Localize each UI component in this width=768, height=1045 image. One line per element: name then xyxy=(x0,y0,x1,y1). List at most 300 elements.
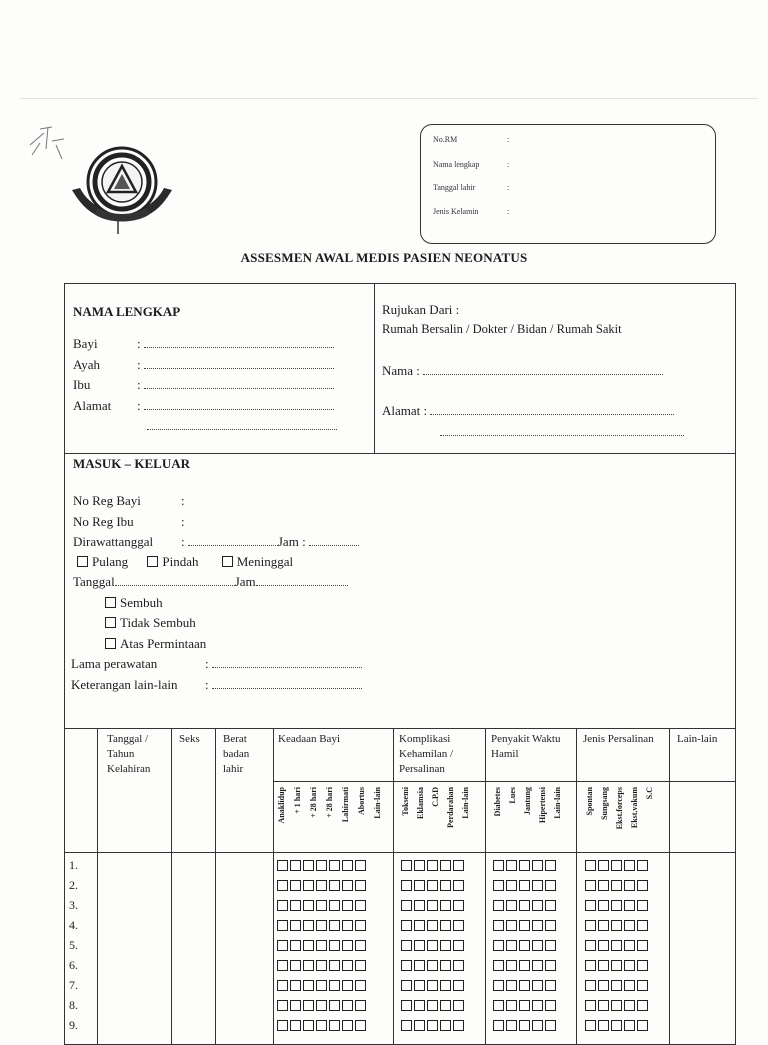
table-checkbox[interactable] xyxy=(329,880,340,891)
table-checkbox[interactable] xyxy=(342,880,353,891)
checkbox-group-penyakit xyxy=(493,860,556,871)
subheader-komplikasi-1: Eklamsia xyxy=(416,787,425,820)
table-checkbox[interactable] xyxy=(624,960,635,971)
table-checkbox[interactable] xyxy=(493,880,504,891)
table-checkbox[interactable] xyxy=(453,1000,464,1011)
table-checkbox[interactable] xyxy=(414,940,425,951)
id-field-tanggal-lahir: Tanggal lahir : xyxy=(433,183,510,192)
checkbox-group-penyakit xyxy=(493,920,556,931)
pulang-checkbox[interactable] xyxy=(77,556,88,567)
table-checkbox[interactable] xyxy=(427,900,438,911)
table-checkbox[interactable] xyxy=(427,1020,438,1031)
table-checkbox[interactable] xyxy=(342,900,353,911)
table-checkbox[interactable] xyxy=(545,1000,556,1011)
hospital-logo xyxy=(68,138,176,236)
table-checkbox[interactable] xyxy=(585,920,596,931)
table-checkbox[interactable] xyxy=(440,1020,451,1031)
table-checkbox[interactable] xyxy=(277,880,288,891)
table-checkbox[interactable] xyxy=(506,980,517,991)
table-checkbox[interactable] xyxy=(277,900,288,911)
table-checkbox[interactable] xyxy=(545,920,556,931)
table-checkbox[interactable] xyxy=(611,880,622,891)
subheader-komplikasi-0: Toksemi xyxy=(401,787,410,816)
table-checkbox[interactable] xyxy=(290,1020,301,1031)
table-checkbox[interactable] xyxy=(401,1020,412,1031)
rujukan-nama: Nama : xyxy=(382,363,663,379)
table-checkbox[interactable] xyxy=(342,980,353,991)
table-checkbox[interactable] xyxy=(440,1000,451,1011)
patient-id-box xyxy=(420,124,716,244)
table-checkbox[interactable] xyxy=(598,1020,609,1031)
table-checkbox[interactable] xyxy=(453,860,464,871)
table-checkbox[interactable] xyxy=(277,940,288,951)
table-checkbox[interactable] xyxy=(316,900,327,911)
table-checkbox[interactable] xyxy=(532,940,543,951)
checkbox-group-penyakit xyxy=(493,900,556,911)
table-checkbox[interactable] xyxy=(414,920,425,931)
col-divider xyxy=(215,728,216,1044)
table-checkbox[interactable] xyxy=(329,860,340,871)
row-number: 1. xyxy=(69,858,78,872)
checkbox-group-keadaan xyxy=(277,980,366,991)
header-penyakit: Penyakit Waktu Hamil xyxy=(491,733,561,760)
table-checkbox[interactable] xyxy=(506,960,517,971)
table-checkbox[interactable] xyxy=(401,940,412,951)
table-checkbox[interactable] xyxy=(519,960,530,971)
table-checkbox[interactable] xyxy=(316,1020,327,1031)
table-checkbox[interactable] xyxy=(290,960,301,971)
table-checkbox[interactable] xyxy=(355,900,366,911)
table-checkbox[interactable] xyxy=(355,860,366,871)
table-checkbox[interactable] xyxy=(532,900,543,911)
checkbox-group-jenis xyxy=(585,960,648,971)
subheader-komplikasi-4: Lain-lain xyxy=(461,787,470,819)
table-checkbox[interactable] xyxy=(355,1020,366,1031)
table-checkbox[interactable] xyxy=(316,960,327,971)
subheader-penyakit-3: Hipertensi xyxy=(538,787,547,823)
table-checkbox[interactable] xyxy=(493,1000,504,1011)
table-checkbox[interactable] xyxy=(303,960,314,971)
row-number: 3. xyxy=(69,898,78,912)
table-checkbox[interactable] xyxy=(598,880,609,891)
subheader-komplikasi-2: C.P.D xyxy=(431,787,440,807)
table-checkbox[interactable] xyxy=(611,1000,622,1011)
table-checkbox[interactable] xyxy=(355,920,366,931)
table-checkbox[interactable] xyxy=(453,980,464,991)
subheader-penyakit-0: Diabetes xyxy=(493,787,502,817)
table-checkbox[interactable] xyxy=(519,980,530,991)
table-checkbox[interactable] xyxy=(401,960,412,971)
checkbox-group-jenis xyxy=(585,940,648,951)
table-checkbox[interactable] xyxy=(624,940,635,951)
table-checkbox[interactable] xyxy=(532,880,543,891)
table-checkbox[interactable] xyxy=(493,920,504,931)
table-checkbox[interactable] xyxy=(290,860,301,871)
table-checkbox[interactable] xyxy=(624,860,635,871)
checkbox-group-komplikasi xyxy=(401,980,464,991)
table-checkbox[interactable] xyxy=(316,880,327,891)
subheader-keadaan-6: Lain-lain xyxy=(373,787,382,819)
table-checkbox[interactable] xyxy=(277,1000,288,1011)
table-checkbox[interactable] xyxy=(277,920,288,931)
table-checkbox[interactable] xyxy=(290,1000,301,1011)
table-checkbox[interactable] xyxy=(545,860,556,871)
table-checkbox[interactable] xyxy=(637,920,648,931)
checkbox-group-komplikasi xyxy=(401,960,464,971)
table-checkbox[interactable] xyxy=(342,860,353,871)
rujukan-alamat: Alamat : xyxy=(382,403,674,419)
table-checkbox[interactable] xyxy=(277,960,288,971)
subheader-keadaan-5: Abortus xyxy=(357,787,366,816)
table-subheader-rule xyxy=(273,781,735,782)
status-options: Pulang Pindah Meninggal xyxy=(77,554,293,570)
checkbox-group-komplikasi xyxy=(401,940,464,951)
table-checkbox[interactable] xyxy=(303,940,314,951)
table-checkbox[interactable] xyxy=(440,960,451,971)
table-checkbox[interactable] xyxy=(440,940,451,951)
table-checkbox[interactable] xyxy=(493,940,504,951)
checkbox-group-jenis xyxy=(585,880,648,891)
table-checkbox[interactable] xyxy=(342,1000,353,1011)
table-checkbox[interactable] xyxy=(453,940,464,951)
table-checkbox[interactable] xyxy=(316,980,327,991)
table-checkbox[interactable] xyxy=(355,880,366,891)
checkbox-group-penyakit xyxy=(493,960,556,971)
table-checkbox[interactable] xyxy=(493,1020,504,1031)
table-checkbox[interactable] xyxy=(637,960,648,971)
row-number: 7. xyxy=(69,978,78,992)
header-seks: Seks xyxy=(179,733,200,745)
table-checkbox[interactable] xyxy=(506,1020,517,1031)
header-tanggal: Tanggal / Tahun Kelahiran xyxy=(107,733,151,775)
table-checkbox[interactable] xyxy=(624,1000,635,1011)
table-checkbox[interactable] xyxy=(401,860,412,871)
table-checkbox[interactable] xyxy=(440,860,451,871)
table-checkbox[interactable] xyxy=(290,900,301,911)
table-checkbox[interactable] xyxy=(598,900,609,911)
table-checkbox[interactable] xyxy=(414,1000,425,1011)
table-checkbox[interactable] xyxy=(303,920,314,931)
table-checkbox[interactable] xyxy=(519,880,530,891)
table-checkbox[interactable] xyxy=(316,860,327,871)
col-divider xyxy=(485,728,486,1044)
table-checkbox[interactable] xyxy=(342,1020,353,1031)
table-checkbox[interactable] xyxy=(277,1020,288,1031)
table-checkbox[interactable] xyxy=(532,1000,543,1011)
col-divider xyxy=(393,728,394,1044)
checkbox-group-jenis xyxy=(585,920,648,931)
header-komplikasi: Komplikasi Kehamilan / Persalinan xyxy=(399,733,454,775)
table-checkbox[interactable] xyxy=(611,920,622,931)
table-checkbox[interactable] xyxy=(329,1000,340,1011)
table-checkbox[interactable] xyxy=(303,860,314,871)
subheader-keadaan-1: + 1 hari xyxy=(293,787,302,814)
table-checkbox[interactable] xyxy=(427,880,438,891)
table-checkbox[interactable] xyxy=(453,920,464,931)
table-checkbox[interactable] xyxy=(624,1020,635,1031)
table-checkbox[interactable] xyxy=(624,900,635,911)
id-field-nama: Nama lengkap : xyxy=(433,160,510,169)
table-checkbox[interactable] xyxy=(427,860,438,871)
table-checkbox[interactable] xyxy=(290,920,301,931)
table-checkbox[interactable] xyxy=(329,940,340,951)
table-header-bottom-rule xyxy=(65,852,735,853)
table-checkbox[interactable] xyxy=(493,900,504,911)
table-checkbox[interactable] xyxy=(453,880,464,891)
table-checkbox[interactable] xyxy=(545,900,556,911)
col-divider xyxy=(171,728,172,1044)
table-checkbox[interactable] xyxy=(585,860,596,871)
rujukan-heading: Rujukan Dari : xyxy=(382,302,460,317)
table-checkbox[interactable] xyxy=(427,980,438,991)
keterangan-lain: Keterangan lain-lain : xyxy=(71,677,362,693)
checkbox-group-jenis xyxy=(585,1000,648,1011)
nama-lengkap-heading: NAMA LENGKAP xyxy=(73,304,181,319)
header-jenis: Jenis Persalinan xyxy=(583,733,654,745)
table-checkbox[interactable] xyxy=(598,920,609,931)
table-checkbox[interactable] xyxy=(624,980,635,991)
table-checkbox[interactable] xyxy=(532,1020,543,1031)
table-checkbox[interactable] xyxy=(303,980,314,991)
table-checkbox[interactable] xyxy=(440,880,451,891)
table-checkbox[interactable] xyxy=(611,900,622,911)
row-number: 8. xyxy=(69,998,78,1012)
table-checkbox[interactable] xyxy=(506,880,517,891)
table-checkbox[interactable] xyxy=(277,860,288,871)
table-checkbox[interactable] xyxy=(598,860,609,871)
checkbox-group-keadaan xyxy=(277,960,366,971)
table-checkbox[interactable] xyxy=(585,880,596,891)
table-checkbox[interactable] xyxy=(585,1000,596,1011)
table-checkbox[interactable] xyxy=(316,940,327,951)
table-checkbox[interactable] xyxy=(637,900,648,911)
table-checkbox[interactable] xyxy=(624,880,635,891)
table-checkbox[interactable] xyxy=(545,980,556,991)
table-checkbox[interactable] xyxy=(506,860,517,871)
table-checkbox[interactable] xyxy=(624,920,635,931)
tanggal-keluar: Tanggal Jam xyxy=(73,574,348,590)
header-keadaan: Keadaan Bayi xyxy=(278,733,340,745)
table-checkbox[interactable] xyxy=(355,940,366,951)
table-checkbox[interactable] xyxy=(290,880,301,891)
checkbox-group-keadaan xyxy=(277,900,366,911)
table-checkbox[interactable] xyxy=(414,900,425,911)
col-divider xyxy=(273,728,274,1044)
table-checkbox[interactable] xyxy=(506,940,517,951)
table-checkbox[interactable] xyxy=(637,940,648,951)
checkbox-group-penyakit xyxy=(493,940,556,951)
checkbox-group-penyakit xyxy=(493,1000,556,1011)
subheader-keadaan-3: + 28 hari xyxy=(325,787,334,818)
assessment-form xyxy=(64,283,736,1045)
row-number: 6. xyxy=(69,958,78,972)
table-checkbox[interactable] xyxy=(329,920,340,931)
table-checkbox[interactable] xyxy=(545,960,556,971)
checkbox-group-keadaan xyxy=(277,940,366,951)
checkbox-group-jenis xyxy=(585,860,648,871)
table-checkbox[interactable] xyxy=(440,920,451,931)
subheader-keadaan-0: Anaklidup xyxy=(277,787,286,824)
checkbox-group-jenis xyxy=(585,900,648,911)
table-checkbox[interactable] xyxy=(532,960,543,971)
table-checkbox[interactable] xyxy=(611,980,622,991)
table-checkbox[interactable] xyxy=(414,1020,425,1031)
table-checkbox[interactable] xyxy=(453,960,464,971)
checkbox-group-komplikasi xyxy=(401,1000,464,1011)
subheader-jenis-0: Spontan xyxy=(585,787,594,816)
table-checkbox[interactable] xyxy=(598,960,609,971)
table-checkbox[interactable] xyxy=(355,960,366,971)
masuk-keluar-heading: MASUK – KELUAR xyxy=(73,456,191,471)
table-checkbox[interactable] xyxy=(611,1020,622,1031)
table-checkbox[interactable] xyxy=(316,920,327,931)
table-checkbox[interactable] xyxy=(585,940,596,951)
table-checkbox[interactable] xyxy=(427,940,438,951)
tidak-sembuh-checkbox[interactable] xyxy=(105,617,116,628)
table-checkbox[interactable] xyxy=(519,900,530,911)
row-number: 4. xyxy=(69,918,78,932)
checkbox-group-penyakit xyxy=(493,980,556,991)
meninggal-checkbox[interactable] xyxy=(222,556,233,567)
table-checkbox[interactable] xyxy=(598,1000,609,1011)
table-checkbox[interactable] xyxy=(637,980,648,991)
table-checkbox[interactable] xyxy=(532,860,543,871)
form-title: ASSESMEN AWAL MEDIS PASIEN NEONATUS xyxy=(240,250,528,265)
table-checkbox[interactable] xyxy=(506,1000,517,1011)
table-checkbox[interactable] xyxy=(440,980,451,991)
page-top-rule xyxy=(20,98,758,99)
table-checkbox[interactable] xyxy=(329,980,340,991)
atas-permintaan-checkbox[interactable] xyxy=(105,638,116,649)
table-checkbox[interactable] xyxy=(598,940,609,951)
table-checkbox[interactable] xyxy=(355,980,366,991)
table-checkbox[interactable] xyxy=(532,920,543,931)
table-checkbox[interactable] xyxy=(427,1000,438,1011)
table-checkbox[interactable] xyxy=(519,920,530,931)
table-checkbox[interactable] xyxy=(545,880,556,891)
table-checkbox[interactable] xyxy=(519,1000,530,1011)
field-alamat: Alamat : xyxy=(73,398,334,414)
table-checkbox[interactable] xyxy=(611,860,622,871)
checkbox-group-komplikasi xyxy=(401,920,464,931)
checkbox-group-komplikasi xyxy=(401,860,464,871)
table-checkbox[interactable] xyxy=(637,860,648,871)
checkbox-group-komplikasi xyxy=(401,880,464,891)
no-reg-bayi: No Reg Bayi : xyxy=(73,493,185,508)
checkbox-group-komplikasi xyxy=(401,1020,464,1031)
rujukan-alamat-line2 xyxy=(440,424,684,440)
table-checkbox[interactable] xyxy=(506,900,517,911)
table-checkbox[interactable] xyxy=(532,980,543,991)
dirawat-tanggal: Dirawattanggal : Jam : xyxy=(73,534,359,550)
table-checkbox[interactable] xyxy=(493,960,504,971)
table-checkbox[interactable] xyxy=(493,860,504,871)
table-checkbox[interactable] xyxy=(585,1020,596,1031)
table-checkbox[interactable] xyxy=(303,900,314,911)
table-checkbox[interactable] xyxy=(401,880,412,891)
id-field-rm: No.RM : xyxy=(433,135,510,144)
table-checkbox[interactable] xyxy=(303,1020,314,1031)
table-checkbox[interactable] xyxy=(440,900,451,911)
checkbox-group-jenis xyxy=(585,1020,648,1031)
checkbox-group-penyakit xyxy=(493,1020,556,1031)
table-checkbox[interactable] xyxy=(414,860,425,871)
table-checkbox[interactable] xyxy=(329,1020,340,1031)
table-checkbox[interactable] xyxy=(427,960,438,971)
table-checkbox[interactable] xyxy=(414,980,425,991)
checkbox-group-keadaan xyxy=(277,920,366,931)
table-checkbox[interactable] xyxy=(355,1000,366,1011)
table-checkbox[interactable] xyxy=(637,1020,648,1031)
table-checkbox[interactable] xyxy=(414,960,425,971)
table-checkbox[interactable] xyxy=(342,920,353,931)
table-checkbox[interactable] xyxy=(545,1020,556,1031)
table-checkbox[interactable] xyxy=(427,920,438,931)
checkbox-group-keadaan xyxy=(277,1020,366,1031)
checkbox-group-jenis xyxy=(585,980,648,991)
table-checkbox[interactable] xyxy=(290,940,301,951)
field-ayah: Ayah : xyxy=(73,357,334,373)
table-checkbox[interactable] xyxy=(611,940,622,951)
table-checkbox[interactable] xyxy=(585,980,596,991)
subheader-komplikasi-3: Perdarahan xyxy=(446,787,455,828)
pindah-checkbox[interactable] xyxy=(147,556,158,567)
table-checkbox[interactable] xyxy=(519,940,530,951)
row-number: 9. xyxy=(69,1018,78,1032)
table-checkbox[interactable] xyxy=(506,920,517,931)
row-number: 2. xyxy=(69,878,78,892)
no-reg-ibu: No Reg Ibu : xyxy=(73,514,185,529)
table-checkbox[interactable] xyxy=(290,980,301,991)
table-checkbox[interactable] xyxy=(277,980,288,991)
table-checkbox[interactable] xyxy=(401,920,412,931)
table-checkbox[interactable] xyxy=(329,900,340,911)
table-checkbox[interactable] xyxy=(303,1000,314,1011)
row-number: 5. xyxy=(69,938,78,952)
table-checkbox[interactable] xyxy=(637,1000,648,1011)
table-checkbox[interactable] xyxy=(611,960,622,971)
table-checkbox[interactable] xyxy=(585,960,596,971)
table-checkbox[interactable] xyxy=(519,1020,530,1031)
col-divider xyxy=(97,728,98,1044)
table-checkbox[interactable] xyxy=(342,940,353,951)
table-checkbox[interactable] xyxy=(598,980,609,991)
sembuh-checkbox[interactable] xyxy=(105,597,116,608)
checkbox-group-keadaan xyxy=(277,860,366,871)
subheader-keadaan-4: Lahirmati xyxy=(341,787,350,823)
col-divider xyxy=(669,728,670,1044)
table-checkbox[interactable] xyxy=(519,860,530,871)
table-checkbox[interactable] xyxy=(545,940,556,951)
table-checkbox[interactable] xyxy=(453,900,464,911)
table-checkbox[interactable] xyxy=(316,1000,327,1011)
table-checkbox[interactable] xyxy=(342,960,353,971)
table-checkbox[interactable] xyxy=(401,900,412,911)
table-checkbox[interactable] xyxy=(401,980,412,991)
table-checkbox[interactable] xyxy=(637,880,648,891)
table-checkbox[interactable] xyxy=(329,960,340,971)
table-checkbox[interactable] xyxy=(453,1020,464,1031)
section-divider xyxy=(374,284,375,453)
table-checkbox[interactable] xyxy=(401,1000,412,1011)
field-bayi: Bayi : xyxy=(73,336,334,352)
table-checkbox[interactable] xyxy=(303,880,314,891)
subheader-penyakit-2: Jantung xyxy=(523,787,532,816)
checkbox-group-keadaan xyxy=(277,880,366,891)
table-checkbox[interactable] xyxy=(493,980,504,991)
table-checkbox[interactable] xyxy=(585,900,596,911)
table-checkbox[interactable] xyxy=(414,880,425,891)
